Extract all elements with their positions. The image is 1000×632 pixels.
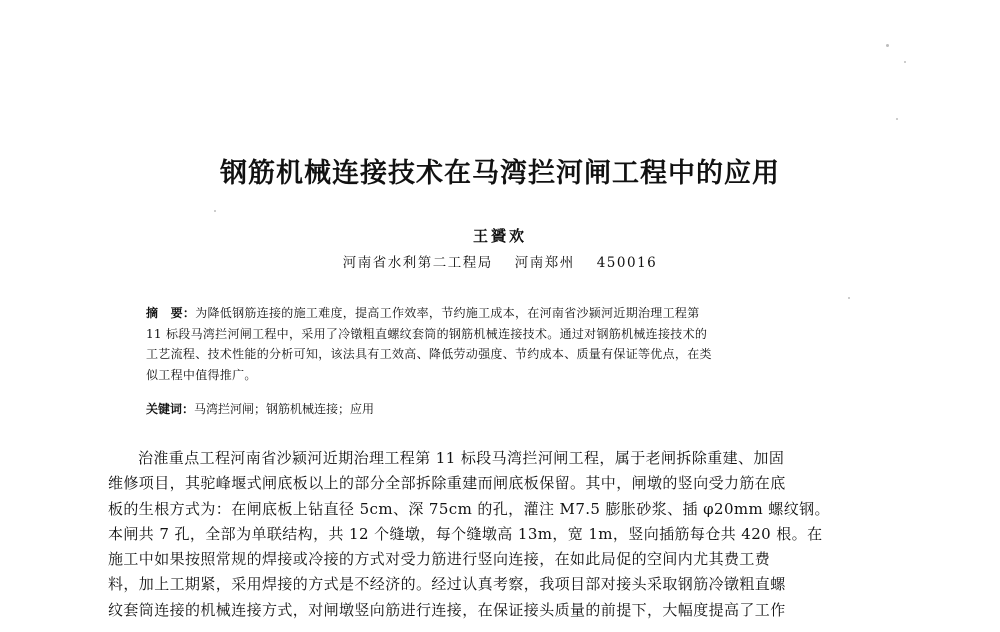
affiliation-city: 河南郑州 [514,255,575,271]
abstract-text: 为降低钢筋连接的施工难度，提高工作效率，节约施工成本，在河南省沙颍河近期治理工程第 [195,306,700,320]
abstract-line: 似工程中值得推广。 [146,367,257,382]
scan-speck [214,210,216,212]
affiliation-org: 河南省水利第二工程局 [342,255,493,271]
body-line: 料，加上工期紧，采用焊接的方式是不经济的。经过认真考察，我项目部对接头采取钢筋冷镦粗直螺 [108,575,786,594]
paper-title: 钢筋机械连接技术在马湾拦河闸工程中的应用 [220,158,780,189]
scan-speck [886,44,889,47]
scan-speck [904,61,906,63]
keywords-text: 马湾拦河闸；钢筋机械连接；应用 [194,402,375,416]
body-line: 施工中如果按照常规的焊接或冷接的方式对受力筋进行竖向连接，在如此局促的空间内尤其费工费 [108,550,771,569]
affiliation-postcode: 450016 [596,255,658,271]
scan-speck [848,297,850,299]
author-affiliation [0,253,1000,273]
body-line: 纹套筒连接的机械连接方式，对闸墩竖向筋进行连接，在保证接头质量的前提下，大幅度提高了工作 [108,600,786,619]
body-line: 治淮重点工程河南省沙颍河近期治理工程第 11 标段马湾拦河闸工程，属于老闸拆除重建、加固 [138,449,785,467]
abstract-line: 11 标段马湾拦河闸工程中，采用了冷镦粗直螺纹套筒的钢筋机械连接技术。通过对钢筋机械连接技术的 [146,326,708,341]
abstract [146,303,866,385]
abstract-line [146,303,866,324]
author-name: 王贇欢 [472,227,527,245]
keywords-label: 关键词： [146,402,195,416]
body-line: 本闸共 7 孔，全部为单联结构，共 12 个缝墩，每个缝墩高 13m，宽 1m，竖向插筋每仓共 420 根。在 [108,524,823,543]
body-paragraph [108,446,908,623]
abstract-line: 工艺流程、技术性能的分析可知，该法具有工效高、降低劳动强度、节约成本、质量有保证等优点，在类 [146,347,712,361]
scan-speck [896,118,898,120]
body-line: 维修项目，其驼峰堰式闸底板以上的部分全部拆除重建而闸底板保留。其中，闸墩的竖向受力筋在底 [108,474,786,493]
body-line: 板的生根方式为：在闸底板上钻直径 5cm、深 75cm 的孔，灌注 M7.5 膨胀砂浆、插 φ20mm 螺纹钢。 [108,499,830,518]
keywords [146,399,866,419]
abstract-label: 摘 要： [146,306,196,320]
